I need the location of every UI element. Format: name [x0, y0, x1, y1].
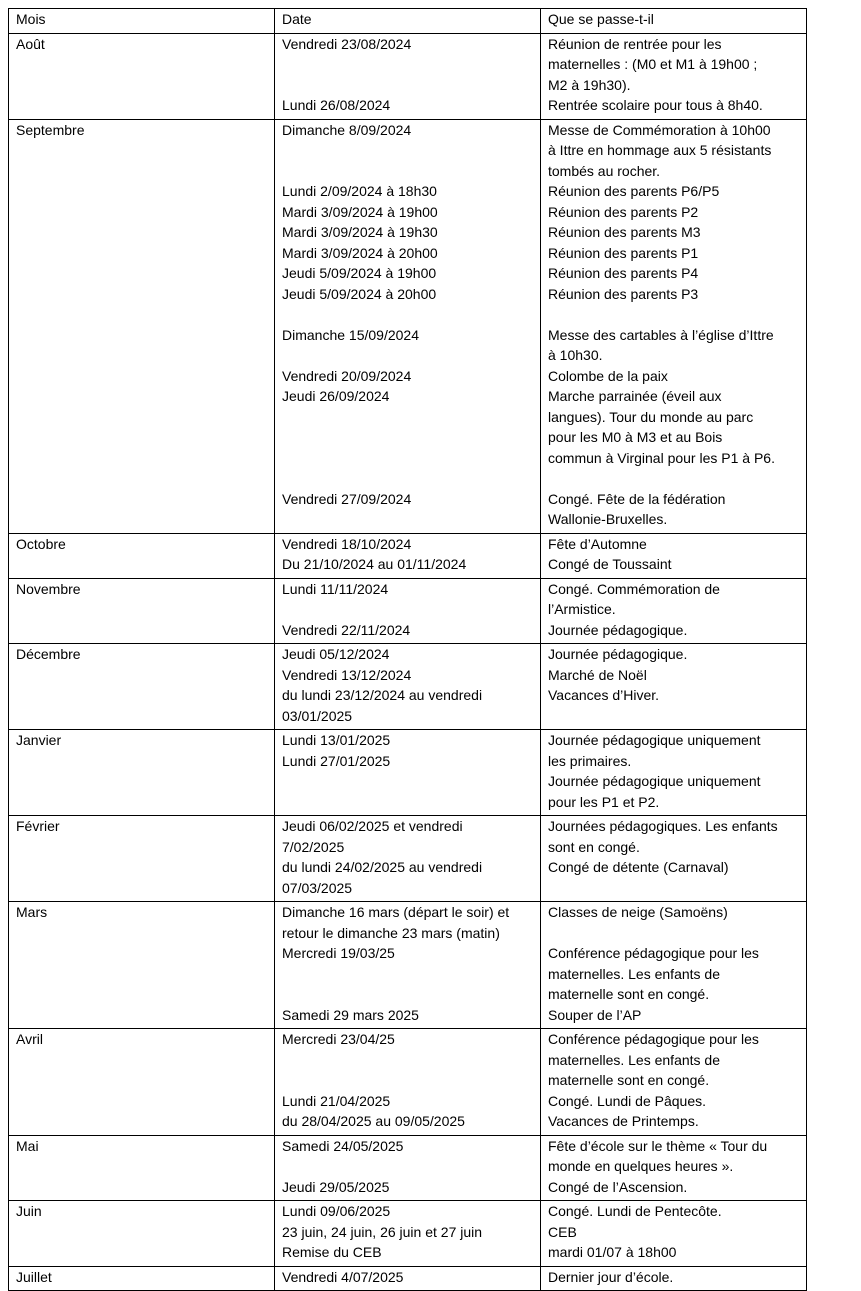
date-line — [282, 792, 540, 813]
event-line: mardi 01/07 à 18h00 — [548, 1244, 677, 1260]
event-cell — [541, 1266, 807, 1291]
table-row — [9, 730, 807, 816]
event-line: Réunion des parents P1 — [548, 244, 699, 261]
event-cell — [541, 1135, 807, 1201]
date-line: Lundi 2/09/2024 à 18h30 — [282, 183, 437, 199]
event-line: l’Armistice. — [548, 601, 616, 617]
table-row — [9, 902, 807, 1029]
event-line: Colombe de la paix — [548, 367, 668, 384]
month-cell — [9, 816, 275, 902]
event-line: maternelles. Les enfants de — [548, 1051, 720, 1068]
month-label: Août — [16, 35, 45, 52]
calendar-document — [8, 8, 806, 1291]
date-line: Vendredi 22/11/2024 — [282, 621, 411, 638]
date-line: Mercredi 19/03/25 — [282, 945, 395, 961]
month-cell — [9, 902, 275, 1029]
event-line: Journée pédagogique uniquement — [548, 773, 761, 789]
date-line: 03/01/2025 — [282, 707, 353, 724]
event-line: sont en congé. — [548, 838, 640, 855]
date-line: Mardi 3/09/2024 à 19h00 — [282, 203, 438, 220]
event-line: Journée pédagogique. — [548, 621, 688, 638]
event-line: Messe des cartables à l’église d’Ittre — [548, 326, 774, 343]
month-label: Décembre — [16, 646, 81, 662]
date-line: Remise du CEB — [282, 1244, 382, 1260]
table-row — [9, 578, 807, 644]
event-line: maternelles : (M0 et M1 à 19h00 ; — [548, 56, 758, 72]
table-row — [9, 1135, 807, 1201]
date-line: Jeudi 5/09/2024 à 20h00 — [282, 285, 437, 302]
table-row — [9, 1266, 807, 1291]
month-cell — [9, 1201, 275, 1267]
event-line: tombés au rocher. — [548, 162, 661, 179]
month-label: Novembre — [16, 580, 81, 597]
table-row — [9, 1201, 807, 1267]
event-cell — [541, 578, 807, 644]
table-row — [9, 33, 807, 119]
event-line: Congé de l’Ascension. — [548, 1178, 688, 1195]
header-row — [9, 9, 807, 34]
event-line: maternelle sont en congé. — [548, 986, 710, 1002]
date-line: 07/03/2025 — [282, 879, 353, 896]
date-line: Lundi 26/08/2024 — [282, 97, 391, 113]
event-cell — [541, 533, 807, 578]
table-row — [9, 1029, 807, 1136]
date-cell — [275, 119, 541, 533]
date-line: Vendredi 18/10/2024 — [282, 535, 412, 552]
event-line: Réunion des parents P4 — [548, 265, 699, 281]
date-line: du lundi 24/02/2025 au vendredi — [282, 859, 483, 875]
month-cell — [9, 1029, 275, 1136]
date-line: Lundi 09/06/2025 — [282, 1203, 391, 1219]
event-line — [548, 878, 806, 899]
event-line: Conférence pédagogique pour les — [548, 1031, 759, 1047]
event-line: Dernier jour d’école. — [548, 1268, 674, 1285]
date-line: Du 21/10/2024 au 01/11/2024 — [282, 556, 467, 572]
date-line: Mardi 3/09/2024 à 20h00 — [282, 244, 438, 261]
event-line: Congé de détente (Carnaval) — [548, 859, 729, 875]
event-line: Vacances d’Hiver. — [548, 687, 660, 703]
event-line: Congé. Lundi de Pentecôte. — [548, 1203, 722, 1219]
date-line — [282, 468, 540, 489]
date-line — [282, 54, 540, 75]
month-cell — [9, 119, 275, 533]
event-line: Marche parrainée (éveil aux — [548, 388, 722, 404]
event-line — [548, 468, 806, 489]
date-cell — [275, 1201, 541, 1267]
event-line: Marché de Noël — [548, 666, 647, 683]
date-line: Jeudi 26/09/2024 — [282, 388, 390, 404]
event-line: Wallonie-Bruxelles. — [548, 511, 668, 527]
date-cell — [275, 33, 541, 119]
date-line: 23 juin, 24 juin, 26 juin et 27 juin — [282, 1223, 483, 1240]
calendar-body — [9, 33, 807, 1291]
date-cell — [275, 730, 541, 816]
event-cell — [541, 1201, 807, 1267]
date-line: du lundi 23/12/2024 au vendredi — [282, 687, 483, 703]
date-line — [282, 1070, 540, 1091]
date-line: Jeudi 5/09/2024 à 19h00 — [282, 265, 437, 281]
date-cell — [275, 533, 541, 578]
month-cell — [9, 1135, 275, 1201]
event-line: maternelle sont en congé. — [548, 1072, 710, 1088]
month-cell — [9, 644, 275, 730]
event-cell — [541, 33, 807, 119]
event-line: Fête d’Automne — [548, 535, 647, 552]
date-line — [282, 140, 540, 161]
date-line: Dimanche 8/09/2024 — [282, 121, 412, 138]
table-row — [9, 533, 807, 578]
date-line — [282, 448, 540, 469]
event-line: Souper de l’AP — [548, 1006, 642, 1023]
month-label: Janvier — [16, 732, 62, 748]
event-line: Journée pédagogique. — [548, 646, 688, 662]
header-date: Date — [275, 9, 541, 34]
event-line: Congé. Fête de la fédération — [548, 490, 726, 507]
date-line — [282, 161, 540, 182]
month-label: Mai — [16, 1137, 39, 1154]
date-line — [282, 984, 540, 1005]
date-line — [282, 75, 540, 96]
date-cell — [275, 644, 541, 730]
date-line: Lundi 13/01/2025 — [282, 732, 391, 748]
date-line — [282, 599, 540, 620]
event-cell — [541, 119, 807, 533]
date-line: Jeudi 29/05/2025 — [282, 1178, 390, 1195]
date-line: retour le dimanche 23 mars (matin) — [282, 924, 500, 941]
month-label: Septembre — [16, 121, 85, 138]
event-line: Réunion des parents M3 — [548, 224, 701, 240]
event-line: Journée pédagogique uniquement — [548, 732, 761, 748]
event-cell — [541, 1029, 807, 1136]
date-cell — [275, 1135, 541, 1201]
date-line: Mercredi 23/04/25 — [282, 1031, 395, 1047]
month-label: Avril — [16, 1031, 43, 1047]
date-line: 7/02/2025 — [282, 838, 345, 855]
event-line: Conférence pédagogique pour les — [548, 945, 759, 961]
date-line: Lundi 27/01/2025 — [282, 752, 391, 769]
month-cell — [9, 1266, 275, 1291]
date-line: Lundi 21/04/2025 — [282, 1092, 391, 1109]
date-line: Samedi 29 mars 2025 — [282, 1006, 419, 1023]
date-line — [282, 407, 540, 428]
event-cell — [541, 816, 807, 902]
event-line: monde en quelques heures ». — [548, 1158, 734, 1174]
month-label: Mars — [16, 904, 48, 920]
event-line: Réunion des parents P3 — [548, 285, 699, 302]
month-label: Février — [16, 818, 60, 834]
event-line: Messe de Commémoration à 10h00 — [548, 121, 771, 138]
event-line: Rentrée scolaire pour tous à 8h40. — [548, 97, 763, 113]
date-line — [282, 1156, 540, 1177]
header-event: Que se passe-t-il — [541, 9, 807, 34]
month-cell — [9, 33, 275, 119]
event-line: Réunion de rentrée pour les — [548, 35, 722, 52]
date-cell — [275, 902, 541, 1029]
event-line: pour les P1 et P2. — [548, 793, 660, 810]
table-row — [9, 119, 807, 533]
event-line: Classes de neige (Samoëns) — [548, 904, 728, 920]
event-line — [548, 304, 806, 325]
event-line: CEB — [548, 1223, 577, 1240]
date-line — [282, 427, 540, 448]
date-line — [282, 345, 540, 366]
event-line: Vacances de Printemps. — [548, 1113, 699, 1129]
date-line: Vendredi 20/09/2024 — [282, 367, 412, 384]
event-line: Congé de Toussaint — [548, 556, 672, 572]
date-line — [282, 771, 540, 792]
event-line: Réunion des parents P2 — [548, 203, 699, 220]
event-line: à Ittre en hommage aux 5 résistants — [548, 142, 772, 158]
event-cell — [541, 902, 807, 1029]
date-line: du 28/04/2025 au 09/05/2025 — [282, 1113, 465, 1129]
date-cell — [275, 1029, 541, 1136]
table-row — [9, 644, 807, 730]
date-line: Lundi 11/11/2024 — [282, 580, 389, 597]
date-line: Dimanche 16 mars (départ le soir) et — [282, 904, 510, 920]
date-line: Vendredi 13/12/2024 — [282, 666, 412, 683]
month-cell — [9, 533, 275, 578]
event-line: les primaires. — [548, 752, 632, 769]
event-line: à 10h30. — [548, 347, 603, 363]
event-line: maternelles. Les enfants de — [548, 965, 720, 982]
date-cell — [275, 1266, 541, 1291]
date-line — [282, 1050, 540, 1071]
event-line: commun à Virginal pour les P1 à P6. — [548, 449, 775, 466]
event-cell — [541, 730, 807, 816]
date-line — [282, 509, 540, 530]
date-cell — [275, 816, 541, 902]
event-line — [548, 706, 806, 727]
date-line: Jeudi 06/02/2025 et vendredi — [282, 818, 463, 834]
date-line: Mardi 3/09/2024 à 19h30 — [282, 224, 438, 240]
date-line: Vendredi 27/09/2024 — [282, 490, 412, 507]
event-line — [548, 923, 806, 944]
event-line: Congé. Commémoration de — [548, 580, 720, 597]
date-cell — [275, 578, 541, 644]
month-cell — [9, 730, 275, 816]
table-row — [9, 816, 807, 902]
month-cell — [9, 578, 275, 644]
date-line — [282, 964, 540, 985]
date-line — [282, 304, 540, 325]
header-month: Mois — [9, 9, 275, 34]
event-line: Congé. Lundi de Pâques. — [548, 1092, 707, 1109]
date-line: Vendredi 4/07/2025 — [282, 1268, 404, 1285]
event-line: langues). Tour du monde au parc — [548, 408, 754, 425]
date-line: Dimanche 15/09/2024 — [282, 326, 419, 343]
date-line: Jeudi 05/12/2024 — [282, 646, 390, 662]
month-label: Octobre — [16, 535, 66, 552]
date-line: Vendredi 23/08/2024 — [282, 35, 412, 52]
month-label: Juin — [16, 1203, 42, 1219]
event-line: Journées pédagogiques. Les enfants — [548, 818, 778, 834]
event-line: pour les M0 à M3 et au Bois — [548, 429, 723, 445]
month-label: Juillet — [16, 1268, 52, 1285]
event-line: Fête d’école sur le thème « Tour du — [548, 1137, 768, 1154]
school-calendar-table — [8, 8, 807, 1291]
date-line: Samedi 24/05/2025 — [282, 1137, 404, 1154]
event-line: Réunion des parents P6/P5 — [548, 183, 720, 199]
event-line: M2 à 19h30). — [548, 76, 631, 93]
event-cell — [541, 644, 807, 730]
